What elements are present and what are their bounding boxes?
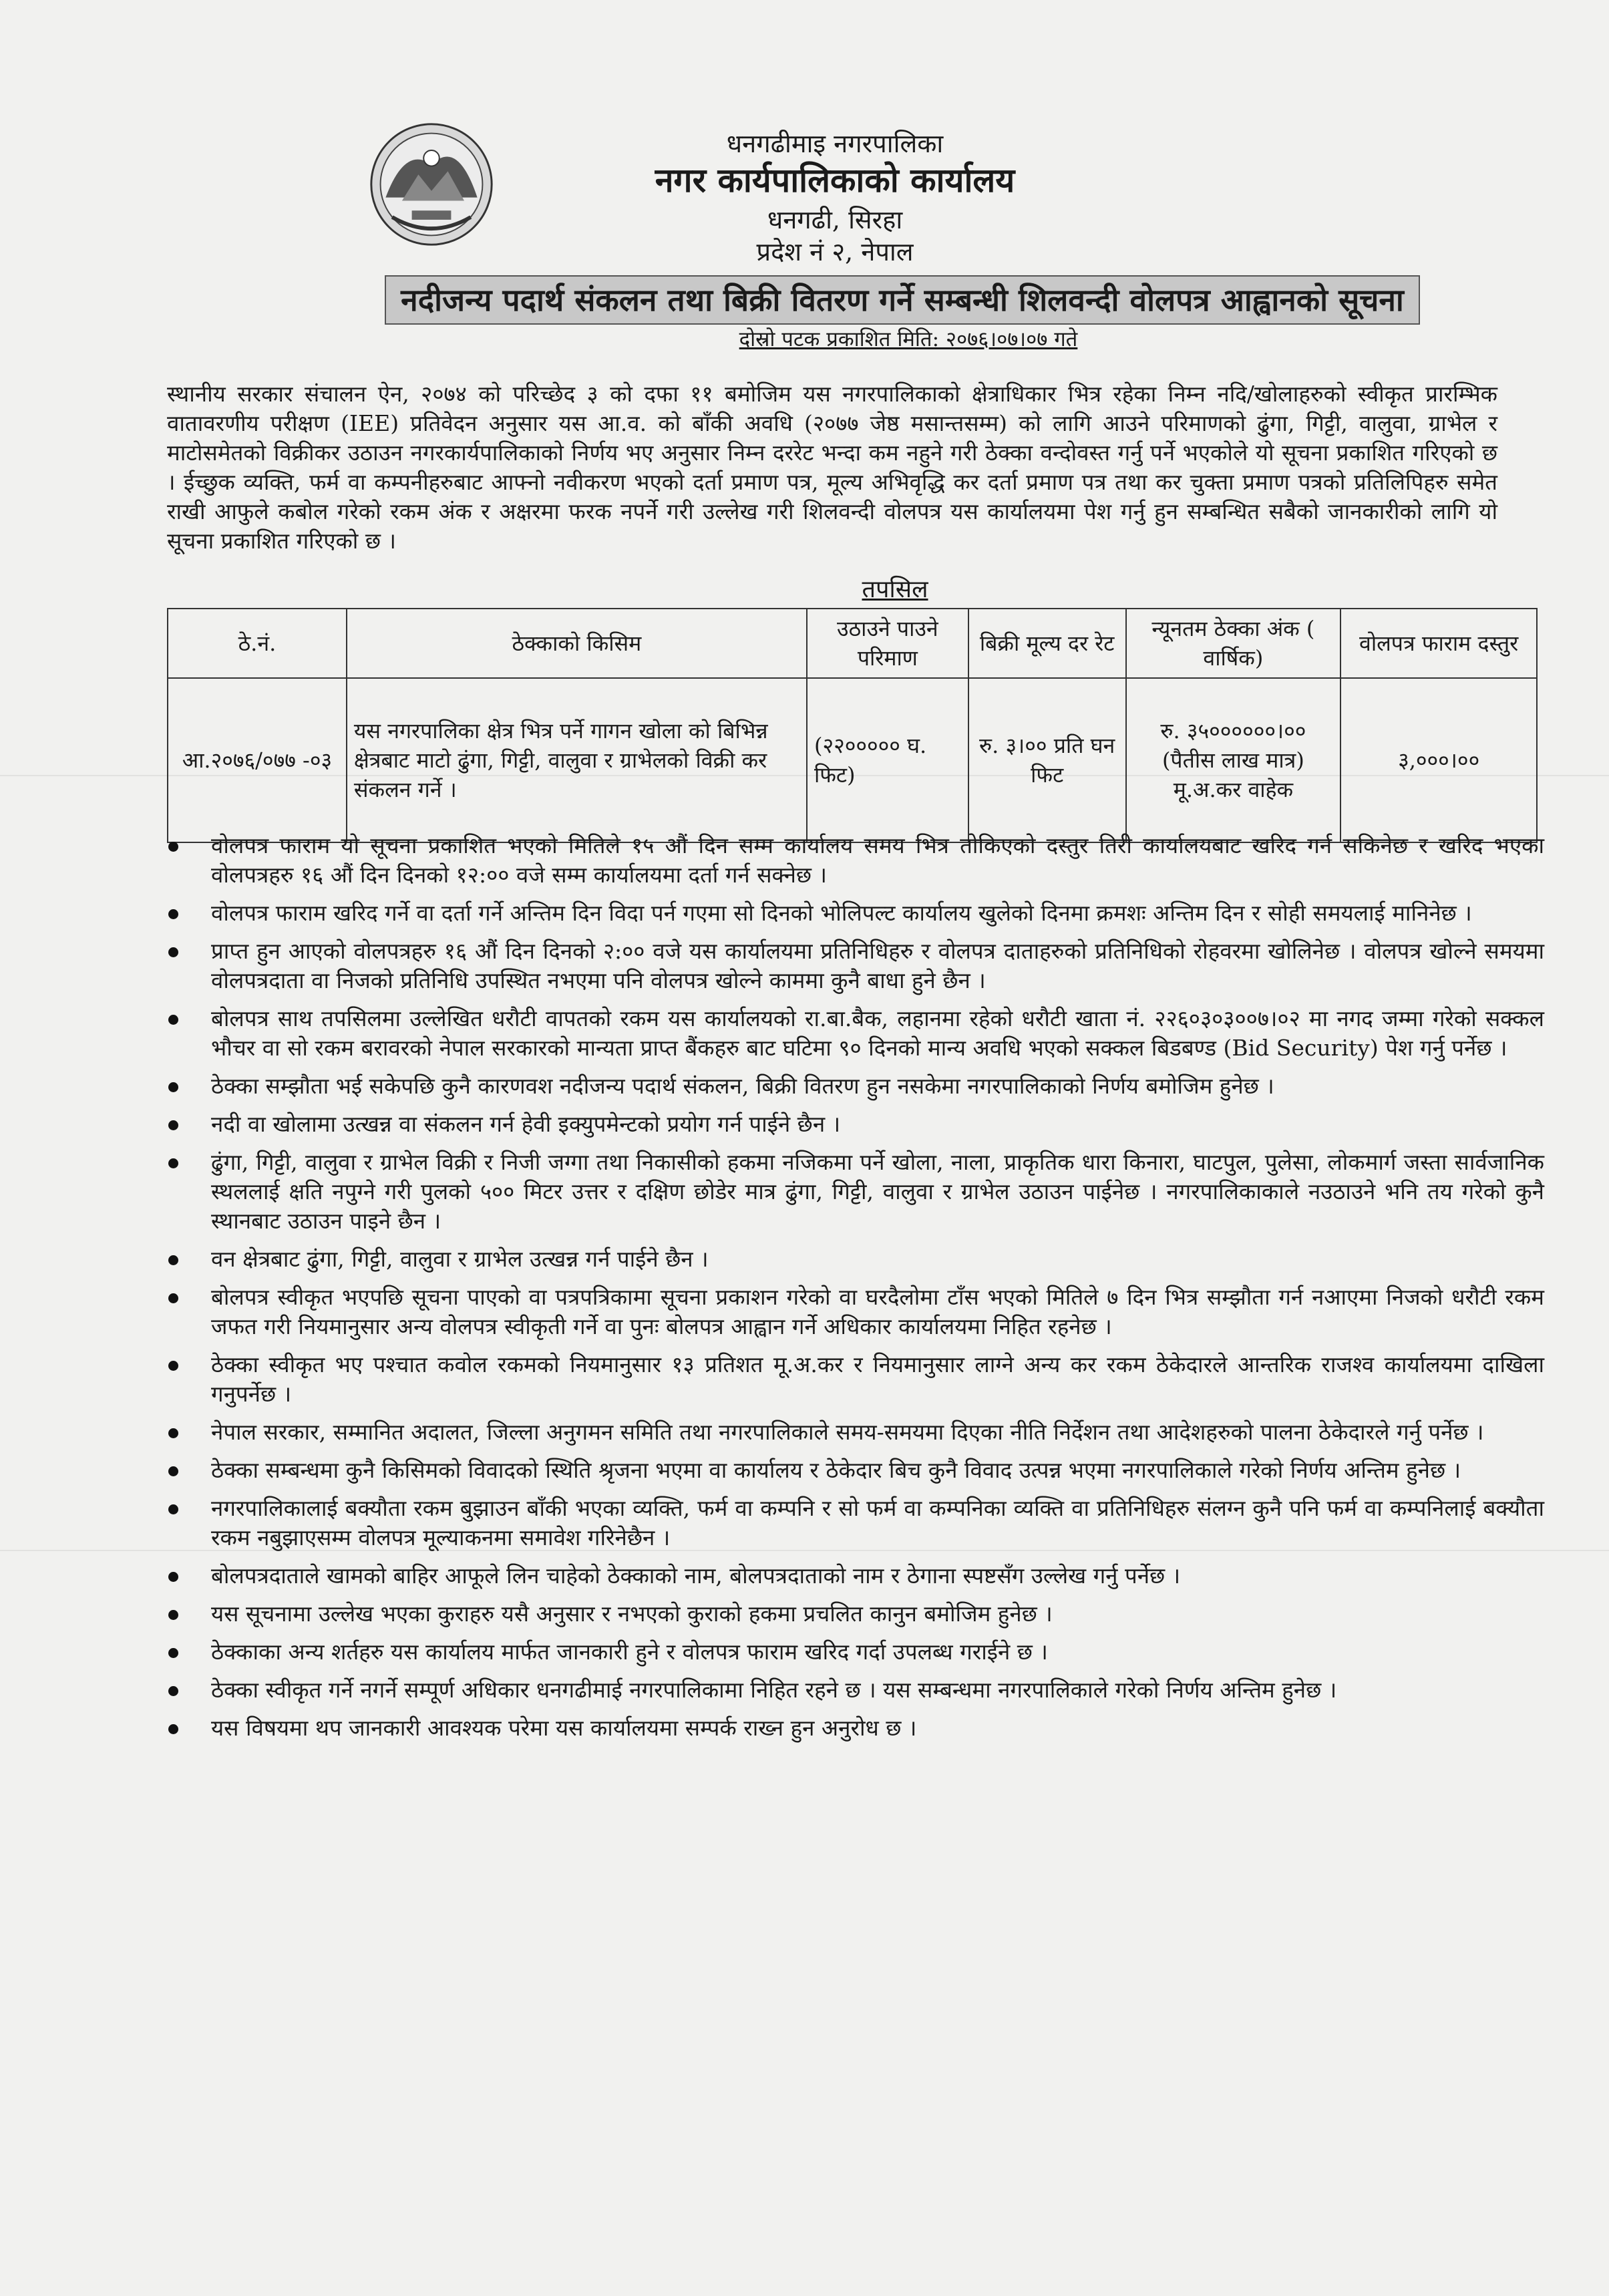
cell-form-fee: ३,०००।०० <box>1340 678 1537 842</box>
bullet-icon <box>168 1724 178 1734</box>
bullet-icon <box>168 1361 178 1371</box>
list-item <box>168 1713 1544 1743</box>
col-header-contract-type: ठेक्काको किसिम <box>347 609 807 678</box>
office-name: नगर कार्यपालिकाको कार्यालय <box>655 160 1015 200</box>
list-item <box>168 1599 1544 1629</box>
list-item <box>168 1418 1544 1447</box>
government-emblem-icon <box>366 119 497 250</box>
cell-contract-type: यस नगरपालिका क्षेत्र भित्र पर्ने गागन खोला को बिभिन्न क्षेत्रबाट माटो ढुंगा, गिट्टी, वालुवा र ग्राभेलको विक्री कर संकलन गर्ने । <box>347 678 807 842</box>
condition-text: वोलपत्र फाराम यो सूचना प्रकाशित भएको मितिले १५ औं दिन सम्म कार्यालय समय भित्र तोकिएको दस्तुर तिरी कार्यालयबाट खरिद गर्न सकिनेछ र खरिद भएका वोलपत्रहरु १६ औं दिन दिनको १२:०० वजे सम्म कार्यालयमा दर्ता गर्न सक्नेछ । <box>211 832 1544 888</box>
condition-text: यस विषयमा थप जानकारी आवश्यक परेमा यस कार्यालयमा सम्पर्क राख्न हुन अनुरोध छ । <box>211 1715 917 1741</box>
condition-text: ठेक्का स्वीकृत गर्ने नगर्ने सम्पूर्ण अधिकार धनगढीमाई नगरपालिकामा निहित रहने छ । यस सम्बन्धमा नगरपालिकाले गरेको निर्णय अन्तिम हुनेछ । <box>211 1677 1337 1703</box>
conditions-list <box>168 831 1544 1752</box>
col-header-min-amount: न्यूनतम ठेक्का अंक ( वार्षिक) <box>1126 609 1341 678</box>
condition-text: ठेक्का स्वीकृत भए पश्चात कवोल रकमको नियमानुसार १३ प्रतिशत मू.अ.कर र नियमानुसार लाग्ने अन्य कर रकम ठेकेदारले आन्तरिक राजश्व कार्यालयमा दाखिला गनुपर्नेछ । <box>211 1351 1544 1407</box>
bullet-icon <box>168 1648 178 1658</box>
bullet-icon <box>168 1686 178 1696</box>
cell-quantity: (२२००००० घ. फिट) <box>807 678 968 842</box>
condition-text: ठेक्का सम्झौता भई सकेपछि कुनै कारणवश नदीजन्य पदार्थ संकलन, बिक्री वितरण हुन नसकेमा नगरपालिकाको निर्णय बमोजिम हुनेछ । <box>211 1073 1274 1099</box>
list-item <box>168 1110 1544 1139</box>
condition-text: बोलपत्र स्वीकृत भएपछि सूचना पाएको वा पत्रपत्रिकामा सूचना प्रकाशन गरेको वा घरदैलोमा टाँस भएको मितिले ७ दिन भित्र सम्झौता गर्न नआएमा निजको धरौटी रकम जफत गरी नियमानुसार अन्य वोलपत्र स्वीकृती गर्ने वा पुनः बोलपत्र आह्वान गर्ने अधिकार कार्यालयमा निहित रहनेछ । <box>211 1284 1544 1339</box>
bullet-icon <box>168 842 178 852</box>
bullet-icon <box>168 1158 178 1168</box>
condition-text: प्राप्त हुन आएको वोलपत्रहरु १६ औं दिन दिनको २:०० वजे यस कार्यालयमा प्रतिनिधिहरु र वोलपत्र दाताहरुको प्रतिनिधिको रोहवरमा खोलिनेछ । वोलपत्र खोल्ने समयमा वोलपत्रदाता वा निजको प्रतिनिधि उपस्थित नभएमा पनि वोलपत्र खोल्ने काममा कुनै बाधा हुने छैन । <box>211 938 1544 993</box>
list-item <box>168 1494 1544 1552</box>
municipality-name: धनगढीमाइ नगरपालिका <box>726 129 944 158</box>
condition-text: नगरपालिकालाई बक्यौता रकम बुझाउन बाँकी भएका व्यक्ति, फर्म वा कम्पनि र सो फर्म वा कम्पनिका व्यक्ति वा प्रतिनिधिहरु संलग्न कुनै पनि फर्म वा कम्पनिलाई बक्यौता रकम नबुझाएसम्म वोलपत्र मूल्याकनमा समावेश गरिनेछैन । <box>211 1495 1544 1550</box>
col-header-rate: बिक्री मूल्य दर रेट <box>968 609 1126 678</box>
bullet-icon <box>168 1466 178 1476</box>
notice-intro: स्थानीय सरकार संचालन ऐन, २०७४ को परिच्छेद ३ को दफा ११ बमोजिम यस नगरपालिकाको क्षेत्राधिकार भित्र रहेका निम्न नदि/खोलाहरुको स्वीकृत प्रारम्भिक वातावरणीय परीक्षण (IEE) प्रतिवेदन अनुसार यस आ.व. को बाँकी अवधि (२०७७ जेष्ठ मसान्तसम्म) को लागि आउने परिमाणको ढुंगा, गिट्टी, वालुवा, ग्राभेल र माटोसमेतको विक्रीकर उठाउन नगरकार्यपालिकाको निर्णय भए अनुसार निम्न दररेट भन्दा कम नहुने गरी ठेक्का वन्दोवस्त गर्नु पर्ने भएकोले यो सूचना प्रकाशित गरिएको छ । ईच्छुक व्यक्ति, फर्म वा कम्पनीहरुबाट आफ्नो नवीकरण भएको दर्ता प्रमाण पत्र, मूल्य अभिवृद्धि कर दर्ता प्रमाण पत्र तथा कर चुक्ता प्रमाण पत्रको प्रतिलिपिहरु समेत राखी आफुले कबोल गरेको रकम अंक र अक्षरमा फरक नपर्ने गरी उल्लेख गरी शिलवन्दी वोलपत्र यस कार्यालयमा पेश गर्नु हुन सम्बन्धित सबैको जानकारीको लागि यो सूचना प्रकाशित गरिएको छ । <box>167 381 1497 554</box>
col-header-form-fee: वोलपत्र फाराम दस्तुर <box>1340 609 1537 678</box>
list-item <box>168 1675 1544 1705</box>
list-item <box>168 1004 1544 1063</box>
list-item <box>168 831 1544 890</box>
list-item <box>168 937 1544 995</box>
cell-contract-no: आ.२०७६/०७७ -०३ <box>168 678 347 842</box>
list-item <box>168 1561 1544 1591</box>
condition-text: यस सूचनामा उल्लेख भएका कुराहरु यसै अनुसार र नभएको कुराको हकमा प्रचलित कानुन बमोजिम हुनेछ । <box>211 1601 1053 1627</box>
bullet-icon <box>168 1120 178 1130</box>
office-location: धनगढी, सिरहा <box>767 205 903 234</box>
bullet-icon <box>168 1255 178 1265</box>
province: प्रदेश नं २, नेपाल <box>756 237 914 267</box>
list-item <box>168 1283 1544 1341</box>
bullet-icon <box>168 1572 178 1582</box>
bullet-icon <box>168 909 178 919</box>
schedule-table <box>167 608 1538 843</box>
condition-text: वन क्षेत्रबाट ढुंगा, गिट्टी, वालुवा र ग्राभेल उत्खन्न गर्न पाईने छैन । <box>211 1246 709 1272</box>
bullet-icon <box>168 1015 178 1025</box>
col-header-quantity: उठाउने पाउने परिमाण <box>807 609 968 678</box>
list-item <box>168 1148 1544 1236</box>
condition-text: बोलपत्रदाताले खामको बाहिर आफूले लिन चाहेको ठेक्काको नाम, बोलपत्रदाताको नाम र ठेगाना स्पष्टसँग उल्लेख गर्नु पर्नेछ । <box>211 1563 1181 1589</box>
condition-text: नदी वा खोलामा उत्खन्न वा संकलन गर्न हेवी इक्युपमेन्टको प्रयोग गर्न पाईने छैन । <box>211 1111 841 1137</box>
list-item <box>168 898 1544 928</box>
list-item <box>168 1072 1544 1101</box>
cell-rate: रु. ३।०० प्रति घन फिट <box>968 678 1126 842</box>
list-item <box>168 1245 1544 1274</box>
condition-text: बोलपत्र साथ तपसिलमा उल्लेखित धरौटी वापतको रकम यस कार्यालयको रा.बा.बैक, लहानमा रहेको धरौटी खाता नं. २२६०३०३००७।०२ मा नगद जम्मा गरेको सक्कल भौचर वा सो रकम बरावरको नेपाल सरकारको मान्यता प्राप्त बैंकहरु बाट घटिमा ९० दिनको मान्य अवधि भएको सक्कल बिडबण्ड (Bid Security) पेश गर्नु पर्नेछ । <box>211 1005 1544 1061</box>
bullet-icon <box>168 947 178 957</box>
bullet-icon <box>168 1504 178 1514</box>
cell-min-amount: रु. ३५००००००।०० (पैतीस लाख मात्र) मू.अ.कर वाहेक <box>1126 678 1341 842</box>
condition-text: वोलपत्र फाराम खरिद गर्ने वा दर्ता गर्ने अन्तिम दिन विदा पर्न गएमा सो दिनको भोलिपल्ट कार्यालय खुलेको दिनमा क्रमशः अन्तिम दिन र सोही समयलाई मानिनेछ । <box>211 900 1472 926</box>
publication-date: दोस्रो पटक प्रकाशित मिति: २०७६।०७।०७ गते <box>739 327 1078 351</box>
table-header-row <box>168 609 1537 678</box>
schedule-heading: तपसिल <box>862 576 928 603</box>
condition-text: ठेक्काका अन्य शर्तहरु यस कार्यालय मार्फत जानकारी हुने र वोलपत्र फाराम खरिद गर्दा उपलब्ध गराईने छ । <box>211 1639 1048 1665</box>
bullet-icon <box>168 1610 178 1620</box>
table-row <box>168 678 1537 842</box>
condition-text: ढुंगा, गिट्टी, वालुवा र ग्राभेल विक्री र निजी जग्गा तथा निकासीको हकमा नजिकमा पर्ने खोला, नाला, प्राकृतिक धारा किनारा, घाटपुल, पुलेसा, लोकमार्ग जस्ता सार्वजानिक स्थललाई क्षति नपुग्ने गरी पुलको ५०० मिटर उत्तर र दक्षिण छोडेर मात्र ढुंगा, गिट्टी, वालुवा र ग्राभेल उठाउन पाईनेछ । नगरपालिकाकाले नउठाउने भनि तय गरेको कुनै स्थानबाट उठाउन पाइने छैन । <box>211 1149 1544 1234</box>
condition-text: नेपाल सरकार, सम्मानित अदालत, जिल्ला अनुगमन समिति तथा नगरपालिकाले समय-समयमा दिएका नीति निर्देशन तथा आदेशहरुको पालना ठेकेदारले गर्नु पर्नेछ । <box>211 1419 1484 1445</box>
notice-title: नदीजन्य पदार्थ संकलन तथा बिक्री वितरण गर्ने सम्बन्धी शिलवन्दी वोलपत्र आह्वानको सूचना <box>385 275 1420 325</box>
col-header-contract-no: ठे.नं. <box>168 609 347 678</box>
bullet-icon <box>168 1293 178 1303</box>
bullet-icon <box>168 1428 178 1438</box>
list-item <box>168 1637 1544 1667</box>
list-item <box>168 1350 1544 1409</box>
condition-text: ठेक्का सम्बन्धमा कुनै किसिमको विवादको स्थिति श्रृजना भएमा वा कार्यालय र ठेकेदार बिच कुनै विवाद उत्पन्न भएमा नगरपालिकाले गरेको निर्णय अन्तिम हुनेछ । <box>211 1457 1461 1483</box>
list-item <box>168 1456 1544 1485</box>
bullet-icon <box>168 1082 178 1092</box>
